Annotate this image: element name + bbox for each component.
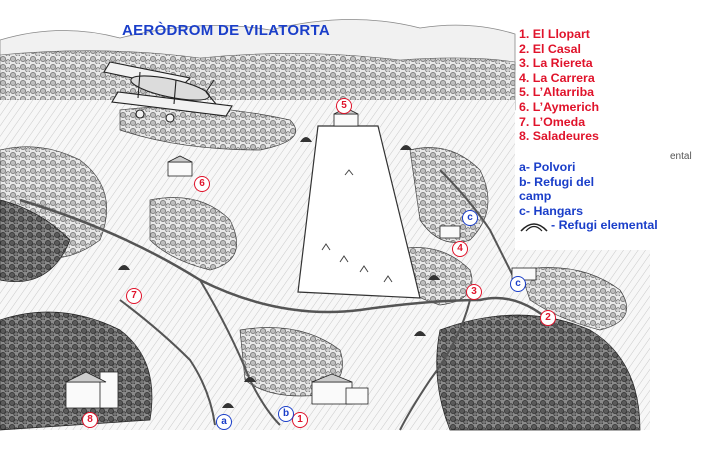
facility-marker-c: c	[510, 276, 526, 292]
legend-item-omeda: 7. L’Omeda	[519, 114, 586, 129]
legend-item-carrera: 4. La Carrera	[519, 70, 595, 85]
legend-item-polvori: a- Polvori	[519, 160, 576, 174]
place-marker-3: 3	[466, 284, 482, 300]
legend-item-hangars: c- Hangars	[519, 203, 584, 218]
place-marker-7: 7	[126, 288, 142, 304]
facility-marker-a: a	[216, 414, 232, 430]
legend-facilities	[519, 160, 658, 233]
legend-places	[519, 27, 639, 144]
legend-item-saladeures: 8. Saladeures	[519, 129, 599, 144]
cut-off-text: ental	[670, 151, 692, 162]
place-marker-8: 8	[82, 412, 98, 428]
refugi-elemental-label: - Refugi elemental	[551, 218, 658, 233]
map-title: AERÒDROM DE VILATORTA	[122, 22, 330, 39]
place-marker-4: 4	[452, 241, 468, 257]
legend-item-llopart: 1. El Llopart	[519, 27, 590, 41]
place-marker-1: 1	[292, 412, 308, 428]
place-marker-5: 5	[336, 98, 352, 114]
place-marker-2: 2	[540, 310, 556, 326]
facility-marker-c: c	[462, 210, 478, 226]
legend-item-refugi-elemental	[519, 218, 658, 233]
place-marker-6: 6	[194, 176, 210, 192]
refugi-elemental-icon	[519, 220, 549, 232]
legend-item-altarriba: 5. L’Altarriba	[519, 85, 595, 100]
legend-item-riereta: 3. La Riereta	[519, 56, 593, 71]
legend-item-aymerich: 6. L’Aymerich	[519, 99, 600, 114]
facility-marker-b: b	[278, 406, 294, 422]
legend-item-casal: 2. El Casal	[519, 41, 581, 56]
legend-item-refugi-camp: b- Refugi del camp	[519, 174, 595, 204]
